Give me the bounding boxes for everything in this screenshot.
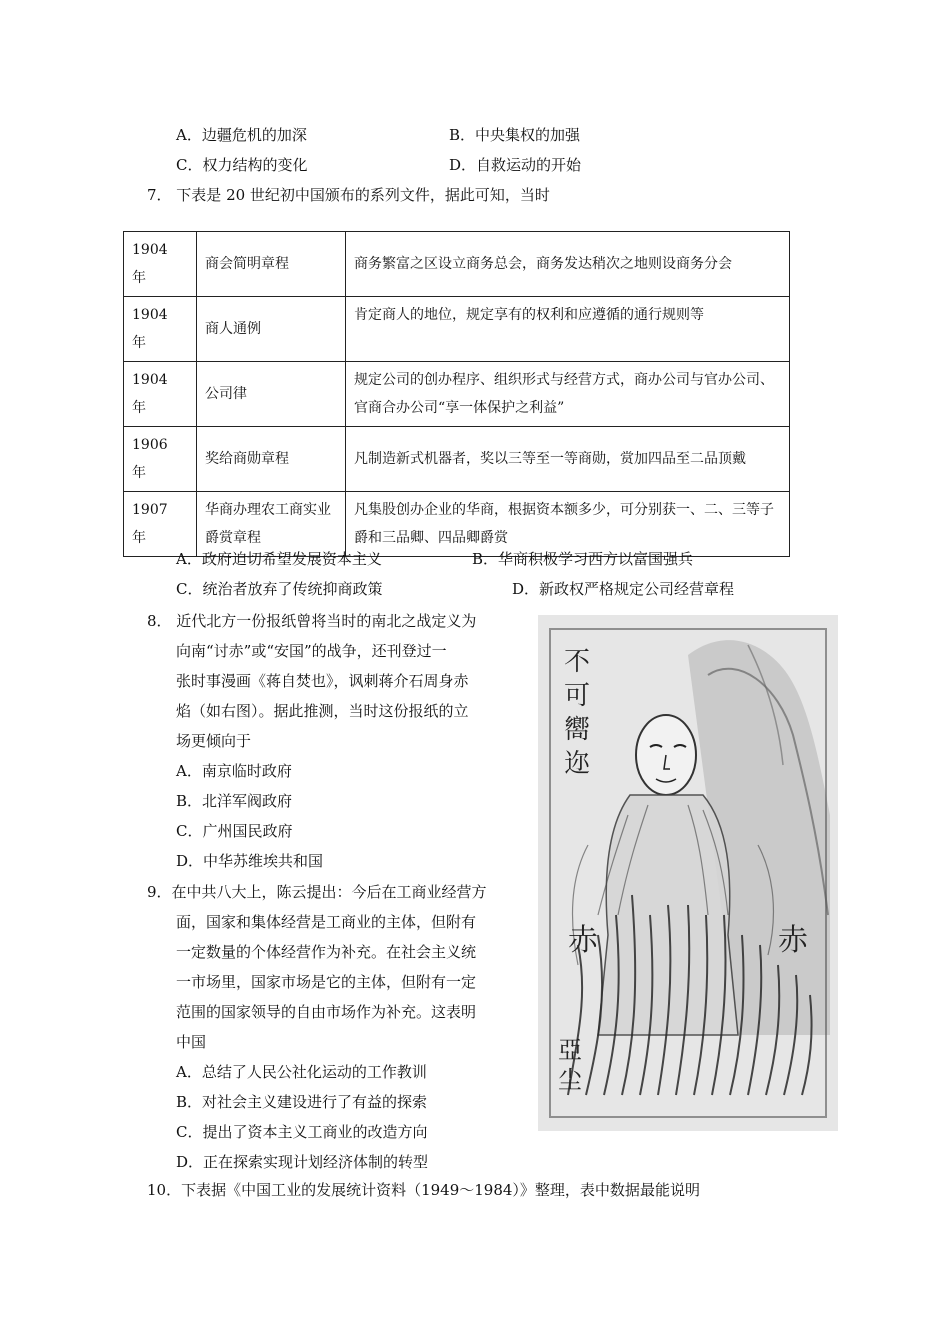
q9-option-a: A．总结了人民公社化运动的工作教训 [176,1063,427,1081]
q9-stem-line-1: 9．在中共八大上，陈云提出：今后在工商业经营方 [147,883,487,901]
q6-option-c: C．权力结构的变化 [176,156,308,174]
table-row [124,297,790,362]
cartoon-right-char: 赤 [778,923,808,958]
q9-stem-line-2: 面，国家和集体经营是工商业的主体，但附有 [176,913,477,931]
doc-year: 1906 年 [124,427,197,492]
q7-option-d: D．新政权严格规定公司经营章程 [512,580,735,598]
q9-stem-line-6: 中国 [176,1033,207,1051]
q8-option-c: C．广州国民政府 [176,822,293,840]
q9-option-b: B．对社会主义建设进行了有益的探索 [176,1093,428,1111]
doc-year: 1904 年 [124,297,197,362]
doc-content: 商务繁富之区设立商务总会，商务发达稍次之地则设商务分会 [346,232,790,297]
q8-option-b: B．北洋军阀政府 [176,792,293,810]
table-row [124,362,790,427]
cartoon-title: 不可嚮迩 [564,647,591,779]
q9-stem-line-5: 范围的国家领导的自由市场作为补充。这表明 [176,1003,477,1021]
q10-stem: 10．下表据《中国工业的发展统计资料（1949～1984）》整理，表中数据最能说明 [147,1181,700,1199]
doc-content: 规定公司的创办程序、组织形式与经营方式，商办公司与官办公司、官商合办公司“享一体保护之利益” [346,362,790,427]
q7-option-c: C．统治者放弃了传统抑商政策 [176,580,383,598]
q8-option-d: D．中华苏维埃共和国 [176,852,324,870]
q8-stem-line-2: 向南“讨赤”或“安国”的战争，还刊登过一 [176,642,447,660]
q8-option-a: A．南京临时政府 [176,762,292,780]
cartoon-image [538,615,838,1131]
doc-content: 凡集股创办企业的华商，根据资本额多少，可分别获一、二、三等子爵和三品卿、四品卿爵赏 [346,492,790,557]
q9-option-d: D．正在探索实现计划经济体制的转型 [176,1153,429,1171]
q6-option-b: B．中央集权的加强 [449,126,581,144]
doc-year: 1904 年 [124,362,197,427]
cartoon-signature: 亞尘 [558,1036,582,1094]
table-row [124,232,790,297]
q8-stem-line-5: 场更倾向于 [176,732,252,750]
doc-name: 商会简明章程 [197,232,346,297]
q9-stem-line-3: 一定数量的个体经营作为补充。在社会主义统 [176,943,477,961]
q7-option-a: A．政府迫切希望发展资本主义 [176,550,382,568]
q7-stem: 7． 下表是 20 世纪初中国颁布的系列文件，据此可知，当时 [147,186,550,204]
table-row [124,492,790,557]
doc-name: 奖给商勋章程 [197,427,346,492]
doc-content: 凡制造新式机器者，奖以三等至一等商勋，赏加四品至二品顶戴 [346,427,790,492]
q7-documents-table [123,231,790,557]
q6-option-d: D．自救运动的开始 [449,156,582,174]
q9-option-c: C．提出了资本主义工商业的改造方向 [176,1123,428,1141]
q8-stem-line-3: 张时事漫画《蒋自焚也》，讽刺蒋介石周身赤 [176,672,469,690]
cartoon-left-char: 赤 [568,923,598,958]
doc-year: 1904 年 [124,232,197,297]
doc-name: 商人通例 [197,297,346,362]
q7-option-b: B．华商积极学习西方以富国强兵 [472,550,694,568]
doc-name: 华商办理农工商实业爵赏章程 [197,492,346,557]
doc-content: 肯定商人的地位，规定享有的权利和应遵循的通行规则等 [346,297,790,362]
table-row [124,427,790,492]
q8-stem-line-1: 8． 近代北方一份报纸曾将当时的南北之战定义为 [147,612,477,630]
doc-name: 公司律 [197,362,346,427]
q6-option-a: A．边疆危机的加深 [176,126,307,144]
doc-year: 1907 年 [124,492,197,557]
q9-stem-line-4: 一市场里，国家市场是它的主体，但附有一定 [176,973,477,991]
q8-stem-line-4: 焰（如右图）。据此推测，当时这份报纸的立 [176,702,469,720]
